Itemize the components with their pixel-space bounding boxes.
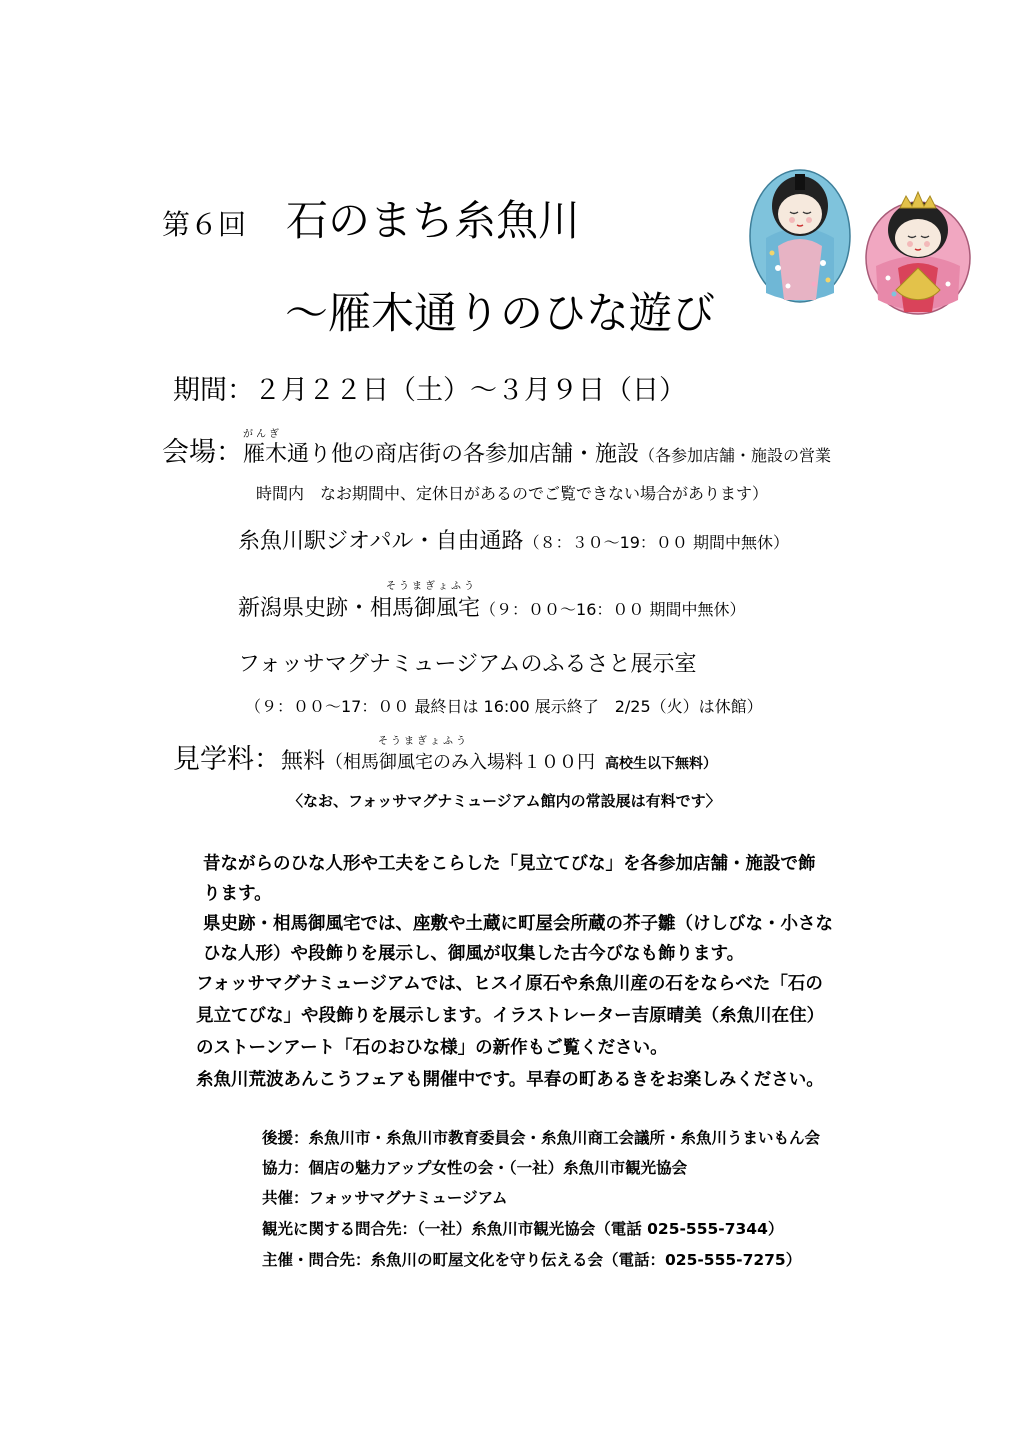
page-subtitle: ～雁木通りのひな遊び [285, 289, 715, 339]
ruby-soma: そうまぎょふう [386, 581, 477, 592]
title-prefix: 第６回 [162, 208, 247, 241]
venue-note: （各参加店舗・施設の営業 [639, 446, 832, 465]
body-line: 見立てびな」や段飾りを展示します。イラストレーター吉原晴美（糸魚川在住） [196, 1006, 825, 1026]
hina-dolls-illustration [748, 168, 978, 318]
credit-tourism-contact: 観光に関する問合先：（一社）糸魚川市観光協会（電話 025-555-7344） [262, 1220, 784, 1238]
odairi-doll [750, 170, 850, 302]
body-line: 昔ながらのひな人形や工夫をこらした「見立てびな」を各参加店舗・施設で飾 [203, 854, 816, 874]
period-label: 期間： [173, 375, 254, 406]
body-line: ります。 [203, 884, 272, 904]
venue-item-4-hours: （９：００～17：００ 最終日は 16:00 展示終了 2/25（火）は休館） [245, 697, 763, 716]
ohina-doll [866, 192, 970, 314]
venue-item-2-hours: （８：３０～19：００ 期間中無休） [523, 533, 790, 552]
venue-label: 会場： [162, 437, 243, 468]
venue-note-2: 時間内 なお期間中、定休日があるのでご覧できない場合があります） [256, 484, 769, 503]
fee-line [173, 737, 717, 776]
venue-item-3-hours: （９：００～16：００ 期間中無休） [480, 600, 746, 619]
venue-line [162, 430, 831, 469]
credit-cohost: 共催：フォッサマグナミュージアム [262, 1189, 508, 1207]
body-line: 糸魚川荒波あんこうフェアも開催中です。早春の町あるきをお楽しみください。 [196, 1070, 824, 1090]
credit-organizer: 主催・問合先：糸魚川の町屋文化を守り伝える会（電話：025-555-7275） [262, 1251, 802, 1269]
fee-value: 無料 [281, 749, 326, 774]
venue-item-2-name: 糸魚川駅ジオパル・自由通路 [238, 529, 524, 554]
ruby-soma-fee: そうまぎょふう [378, 736, 469, 747]
venue-item-4-name: フォッサマグナミュージアムのふるさと展示室 [238, 652, 697, 677]
fee-student-note: 高校生以下無料） [605, 756, 718, 772]
body-line: のストーンアート「石のおひな様」の新作もご覧ください。 [196, 1038, 668, 1058]
period-value: ２月２２日（土）～３月９日（日） [254, 375, 686, 406]
fee-note-2: 〈なお、フォッサマグナミュージアム館内の常設展は有料です〉 [288, 792, 721, 810]
fee-label: 見学料： [173, 744, 281, 775]
venue-item-3 [238, 591, 745, 622]
period-line [173, 368, 686, 407]
venue-item-3-name: 新潟県史跡・相馬御風宅 [238, 596, 481, 621]
page-title: 石のまち糸魚川 [286, 196, 581, 245]
fee-note: （相馬御風宅のみ入場料１００円 [325, 752, 596, 773]
credit-sponsor: 後援：糸魚川市・糸魚川市教育委員会・糸魚川商工会議所・糸魚川うまいもん会 [262, 1129, 821, 1147]
ruby-gangi: がんぎ [243, 429, 282, 440]
venue-item-2 [238, 524, 789, 555]
credit-cooperation: 協力：個店の魅力アップ女性の会・（一社）糸魚川市観光協会 [262, 1159, 688, 1177]
venue-main: 雁木通り他の商店街の各参加店舗・施設 [243, 442, 640, 467]
body-line: フォッサマグナミュージアムでは、ヒスイ原石や糸魚川産の石をならべた「石の [196, 974, 823, 994]
body-line: ひな人形）や段飾りを展示し、御風が収集した古今びなも飾ります。 [203, 944, 745, 964]
body-line: 県史跡・相馬御風宅では、座敷や土蔵に町屋会所蔵の芥子雛（けしびな・小さな [203, 914, 833, 934]
